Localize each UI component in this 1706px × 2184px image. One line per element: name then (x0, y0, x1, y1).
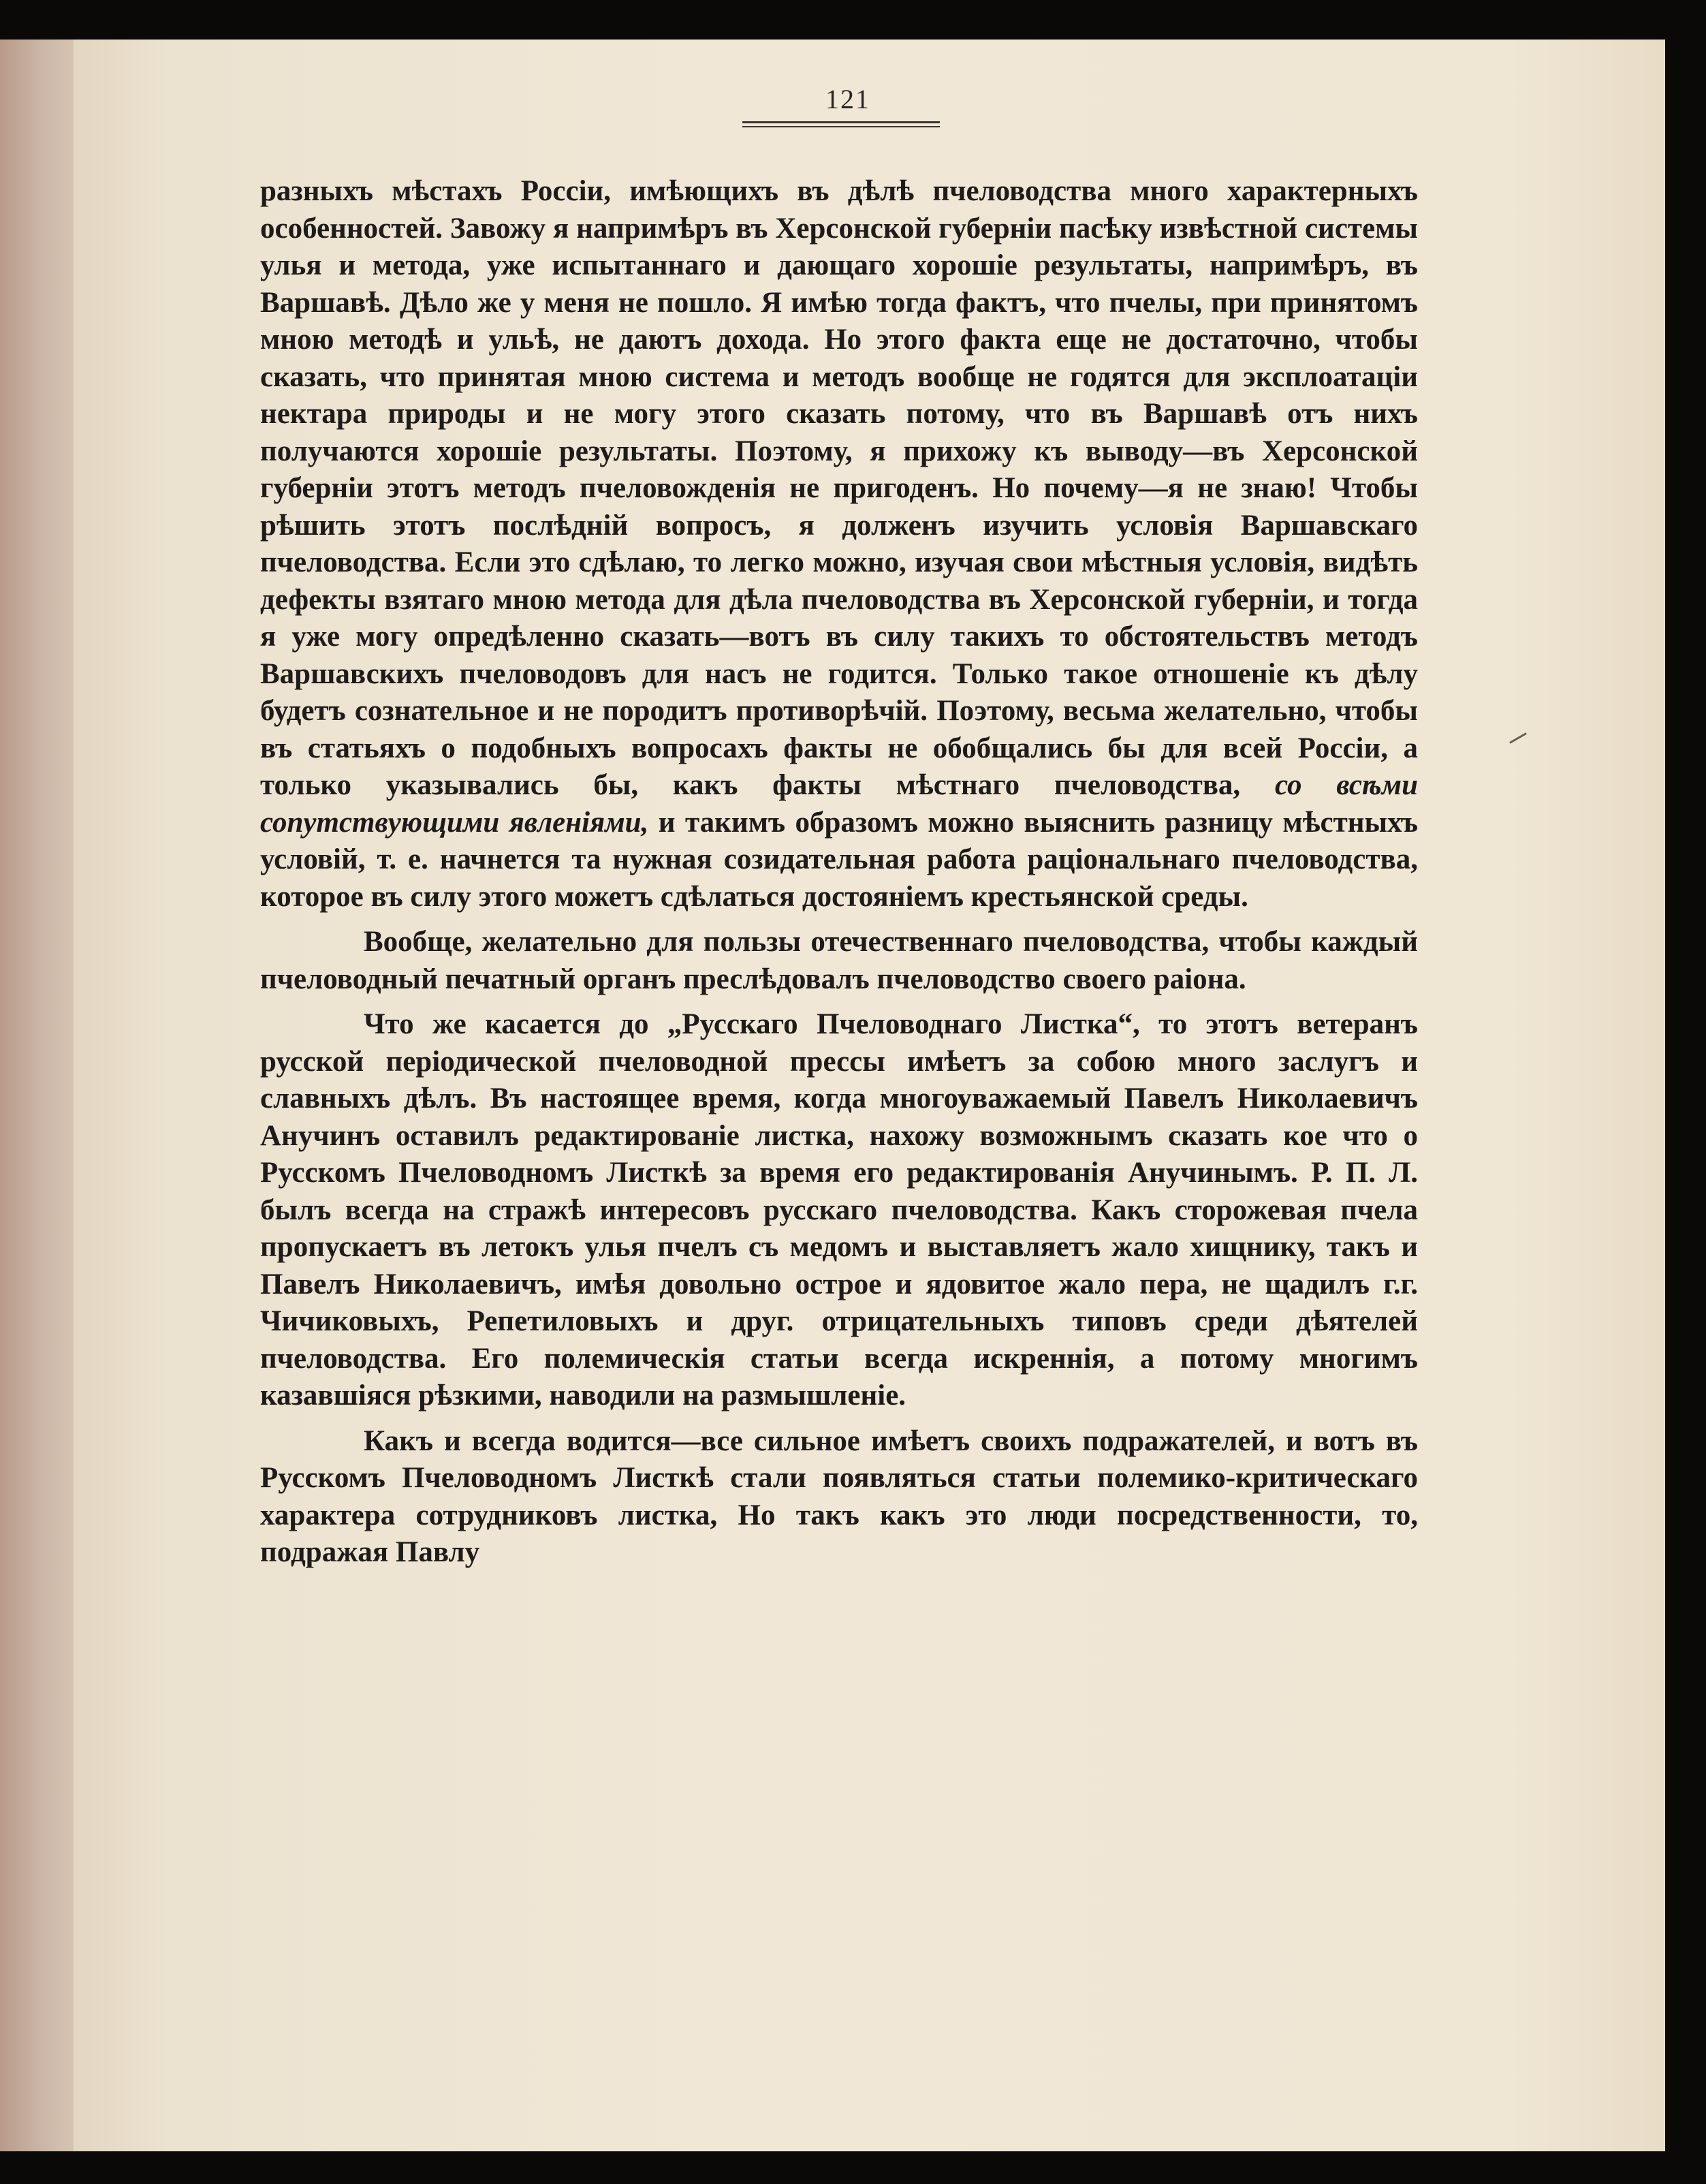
scan-right-border (1665, 0, 1706, 2184)
paragraph-1-italic-phrase: со всѣми сопутствующими явленіями, (260, 769, 1418, 839)
scan-top-border (0, 0, 1706, 40)
paragraph-1-text-b: и такимъ образомъ можно выяснить разницу мѣстныхъ условій, т. е. начнется та нужная созидательная работа раціональнаго пчеловодства, которое въ силу этого можетъ сдѣлаться достояніемъ крестьянской среды. (260, 806, 1419, 913)
paragraph-2: Вообще, желательно для пользы отечественнаго пчеловодства, чтобы каждый пчеловодный печатный органъ преслѣдовалъ пчеловодство своего раіона. (260, 926, 1418, 995)
header-rule (742, 121, 940, 127)
page-body (260, 173, 1418, 1572)
scan-bottom-border (0, 2151, 1706, 2184)
page-number: 121 (825, 84, 870, 114)
paragraph-3: Что же касается до „Русскаго Пчеловоднаго Листка“, то этотъ ветеранъ русской періодической пчеловодной прессы имѣетъ за собою много заслугъ и славныхъ дѣлъ. Въ настоящее время, когда многоуважаемый Павелъ Николаевичъ Анучинъ оставилъ редактированіе листка, нахожу возможнымъ сказать кое что о Русскомъ Пчеловодномъ Листкѣ за время его редактированія Анучинымъ. Р. П. Л. былъ всегда на стражѣ интересовъ русскаго пчеловодства. Какъ сторожевая пчела пропускаетъ въ летокъ улья пчелъ съ медомъ и выставляетъ жало хищнику, такъ и Павелъ Николаевичъ, имѣя довольно острое и ядовитое жало пера, не щадилъ г.г. Чичиковыхъ, Репетиловыхъ и друг. отрицательныхъ типовъ среди дѣятелей пчеловодства. Его полемическія статьи всегда искреннія, а потому многимъ казавшіяся рѣзкими, наводили на размышленіе. (260, 1008, 1418, 1411)
book-spine-shadow (0, 40, 82, 2151)
paragraph-1 (260, 173, 1418, 916)
paragraph-1-text-a: разныхъ мѣстахъ Россіи, имѣющихъ въ дѣлѣ пчеловодства много характерныхъ особенностей. Завожу я напримѣръ въ Херсонской губерніи пасѣку извѣстной системы улья и метода, уже испытаннаго и дающаго хорошіе результаты, напримѣръ, въ Варшавѣ. Дѣло же у меня не пошло. Я имѣю тогда фактъ, что пчелы, при принятомъ мною методѣ и ульѣ, не даютъ дохода. Но этого факта еще не достаточно, чтобы сказать, что принятая мною система и методъ вообще не годятся для эксплоатаціи нектара природы и не могу этого сказать потому, что въ Варшавѣ отъ нихъ получаются хорошіе результаты. Поэтому, я прихожу къ выводу—въ Херсонской губерніи этотъ методъ пчеловожденія не пригоденъ. Но почему—я не знаю! Чтобы рѣшить этотъ послѣдній вопросъ, я долженъ изучить условія Варшавскаго пчеловодства. Если это сдѣлаю, то легко можно, изучая свои мѣстныя условія, видѣть дефекты взятаго мною метода для дѣла пчеловодства въ Херсонской губерніи, и тогда я уже могу опредѣленно сказать—вотъ въ силу такихъ то обстоятельствъ методъ Варшавскихъ пчеловодовъ для насъ не годится. Только такое отношеніе къ дѣлу будетъ сознательное и не породитъ противорѣчій. Поэтому, весьма желательно, чтобы въ статьяхъ о подобныхъ вопросахъ факты не обобщались бы для всей Россіи, а только указывались бы, какъ факты мѣстнаго пчеловодства, (260, 175, 1418, 801)
paragraph-4: Какъ и всегда водится—все сильное имѣетъ своихъ подражателей, и вотъ въ Русскомъ Пчеловодномъ Листкѣ стали появляться статьи полемико-критическаго характера сотрудниковъ листка, Но такъ какъ это люди посредственности, то, подражая Павлу (260, 1424, 1418, 1568)
